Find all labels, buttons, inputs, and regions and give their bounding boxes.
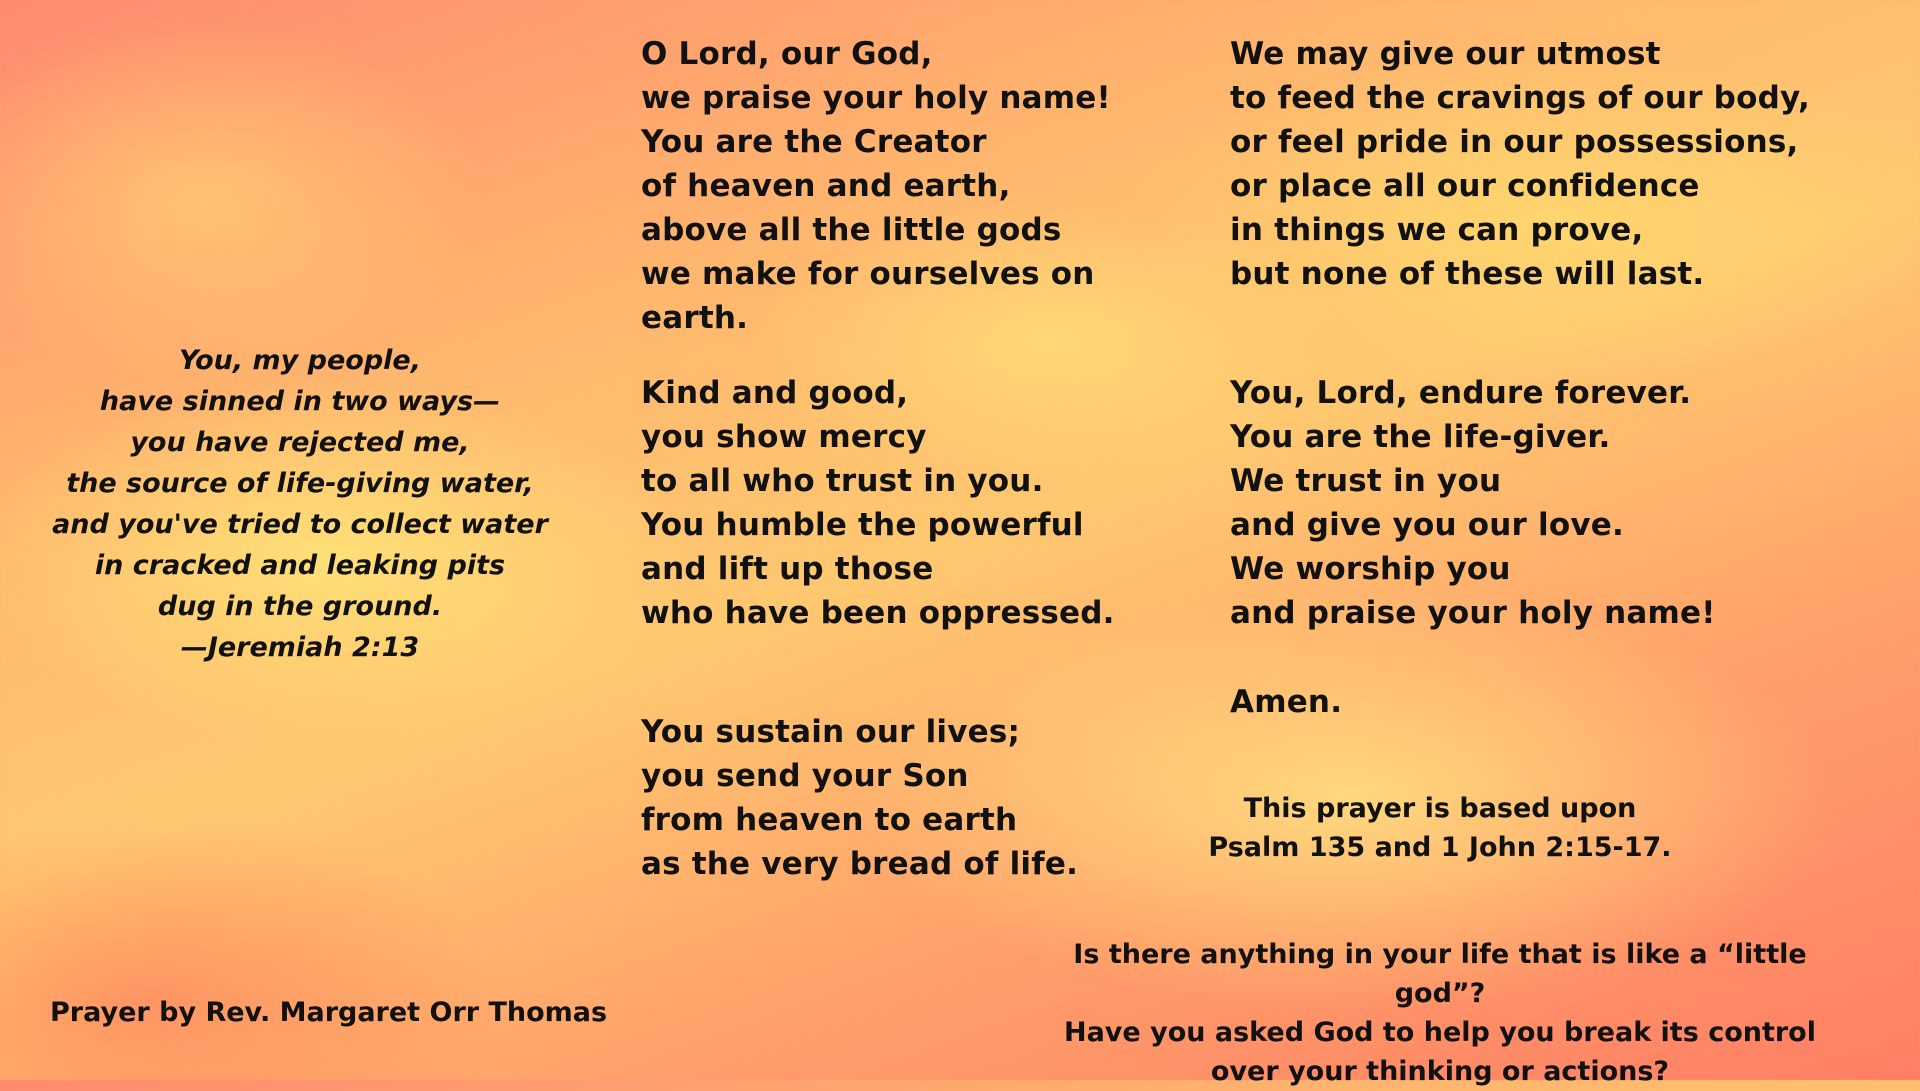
scripture-quote: You, my people, have sinned in two ways— you have rejected me, the source of life-giving water, and you've tried to collect water in cracked and leaking pits dug in the ground. —Jeremiah 2:13 bbox=[52, 345, 548, 663]
prayer-stanza-5: You, Lord, endure forever. You are the life-giver. We trust in you and give you our love. We worship you and praise your holy name! bbox=[1230, 375, 1716, 631]
prayer-amen: Amen. bbox=[1230, 684, 1343, 720]
author-credit: Prayer by Rev. Margaret Orr Thomas bbox=[50, 997, 608, 1028]
prayer-stanza-3: You sustain our lives; you send your Son from heaven to earth as the very bread of life. bbox=[641, 714, 1079, 882]
reflection-question: Is there anything in your life that is like a “little god”? Have you asked God to help you break its control over your thinking or actions? bbox=[1063, 939, 1816, 1087]
basis-note: This prayer is based upon Psalm 135 and 1 John 2:15-17. bbox=[1208, 793, 1672, 863]
prayer-stanza-2: Kind and good, you show mercy to all who trust in you. You humble the powerful and lift up those who have been oppressed. bbox=[641, 375, 1115, 631]
prayer-stanza-4: We may give our utmost to feed the cravings of our body, or feel pride in our possessions, or place all our confidence in things we can prove, but none of these will last. bbox=[1230, 36, 1810, 292]
prayer-stanza-1: O Lord, our God, we praise your holy name! You are the Creator of heaven and earth, above all the little gods we make for ourselves on earth. bbox=[641, 36, 1111, 336]
